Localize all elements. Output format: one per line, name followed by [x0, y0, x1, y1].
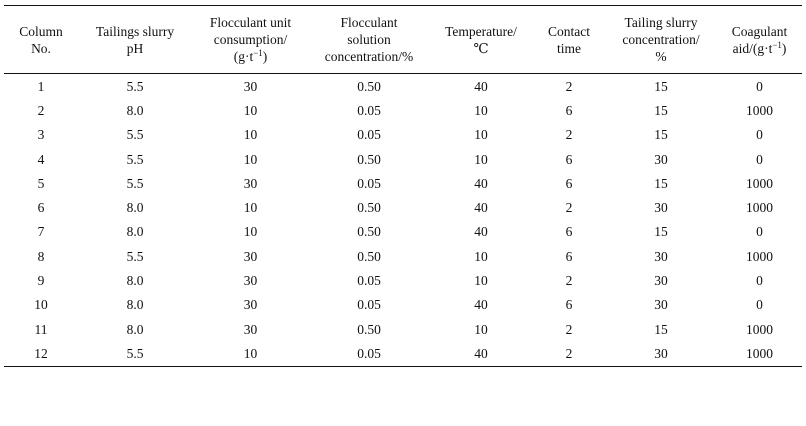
- cell-column-no: 11: [34, 321, 48, 337]
- table-row: [4, 171, 802, 195]
- table-row: [4, 268, 802, 292]
- cell-slurry-ph: 5.5: [126, 151, 144, 167]
- header-flocculant-consumption: [192, 6, 309, 74]
- cell-solution-concentration: 0.05: [309, 341, 429, 366]
- cell-flocculant-consumption: 30: [243, 78, 258, 94]
- cell-contact-time: 6: [565, 175, 573, 191]
- header-column-no: [4, 6, 78, 74]
- cell-column-no: 7: [37, 224, 45, 240]
- header-line: concentration/: [622, 32, 700, 47]
- header-slurry-concentration: [605, 6, 717, 74]
- cell-column-no: 12: [4, 341, 78, 366]
- header-line: ℃: [473, 40, 489, 56]
- cell-temperature: 10: [474, 248, 488, 264]
- cell-column-no: 8: [37, 248, 45, 264]
- table-row: [4, 195, 802, 219]
- cell-solution-concentration: 0.50: [357, 224, 381, 240]
- cell-slurry-concentration: 15: [654, 321, 668, 337]
- cell-contact-time: 6: [565, 297, 573, 313]
- table-row: [4, 341, 802, 366]
- cell-slurry-ph: 8.0: [126, 273, 144, 289]
- cell-column-no: 9: [37, 273, 45, 289]
- cell-coagulant-aid: 0: [756, 78, 763, 94]
- cell-flocculant-consumption: 30: [243, 297, 258, 313]
- cell-temperature: 40: [474, 297, 488, 313]
- cell-slurry-ph: 5.5: [126, 175, 144, 191]
- cell-contact-time: 2: [533, 341, 605, 366]
- header-line: Flocculant unit: [209, 15, 292, 30]
- cell-column-no: 10: [34, 297, 48, 313]
- cell-flocculant-consumption: 30: [243, 248, 258, 264]
- cell-temperature: 40: [474, 200, 488, 216]
- header-slurry-ph: [78, 6, 192, 74]
- experiment-design-table: [4, 5, 802, 367]
- header-contact-time: [533, 6, 605, 74]
- header-line: Contact: [548, 23, 590, 39]
- header-line: Flocculant: [340, 15, 398, 30]
- cell-flocculant-consumption: 10: [243, 224, 258, 240]
- cell-column-no: 5: [37, 175, 45, 191]
- cell-coagulant-aid: 0: [756, 127, 763, 143]
- header-line: %: [655, 49, 667, 64]
- cell-temperature: 40: [474, 78, 488, 94]
- cell-column-no: 1: [37, 78, 45, 94]
- header-line: consumption/: [213, 32, 288, 47]
- unit-exponent: −1: [772, 39, 782, 50]
- header-line: pH: [126, 40, 144, 56]
- header-line: Temperature/: [445, 23, 517, 39]
- cell-solution-concentration: 0.05: [357, 127, 381, 143]
- header-flocculant-solution-concentration: [309, 6, 429, 74]
- unit-text: aid/(g·t: [732, 40, 773, 56]
- header-line: time: [557, 40, 581, 56]
- cell-coagulant-aid: 0: [756, 297, 763, 313]
- cell-temperature: 40: [474, 224, 488, 240]
- header-line: Tailings slurry: [95, 23, 175, 39]
- table-row: [4, 98, 802, 122]
- cell-flocculant-consumption: 10: [192, 341, 309, 366]
- cell-flocculant-consumption: 30: [243, 273, 258, 289]
- cell-slurry-ph: 5.5: [126, 127, 144, 143]
- cell-slurry-concentration: 15: [654, 78, 668, 94]
- header-temperature: [429, 6, 533, 74]
- cell-slurry-concentration: 30: [654, 248, 668, 264]
- cell-slurry-concentration: 30: [654, 200, 668, 216]
- cell-contact-time: 6: [565, 151, 573, 167]
- table-row: [4, 317, 802, 341]
- header-unit: [719, 40, 800, 57]
- header-line: Tailing slurry: [624, 15, 698, 30]
- cell-solution-concentration: 0.50: [357, 248, 381, 264]
- cell-coagulant-aid: 0: [756, 151, 763, 167]
- cell-flocculant-consumption: 10: [243, 102, 258, 118]
- cell-temperature: 40: [429, 341, 533, 366]
- cell-contact-time: 6: [565, 102, 573, 118]
- cell-slurry-concentration: 15: [654, 102, 668, 118]
- header-line: solution: [347, 32, 391, 47]
- header-line: Column: [19, 23, 63, 39]
- cell-slurry-concentration: 30: [654, 151, 668, 167]
- cell-coagulant-aid: 0: [756, 224, 763, 240]
- cell-contact-time: 6: [565, 248, 573, 264]
- unit-text: (g·t: [233, 49, 254, 64]
- table-row: [4, 147, 802, 171]
- cell-temperature: 10: [474, 151, 488, 167]
- cell-flocculant-consumption: 10: [243, 200, 258, 216]
- cell-slurry-concentration: 30: [654, 297, 668, 313]
- cell-flocculant-consumption: 30: [243, 175, 258, 191]
- header-unit: [194, 48, 307, 65]
- unit-text: ): [781, 40, 787, 56]
- cell-flocculant-consumption: 10: [243, 127, 258, 143]
- cell-slurry-ph: 5.5: [126, 248, 144, 264]
- cell-solution-concentration: 0.50: [357, 78, 381, 94]
- cell-solution-concentration: 0.05: [357, 102, 381, 118]
- cell-contact-time: 2: [565, 127, 573, 143]
- cell-temperature: 10: [474, 321, 488, 337]
- cell-slurry-ph: 8.0: [126, 224, 144, 240]
- table-row: [4, 293, 802, 317]
- cell-slurry-ph: 5.5: [126, 78, 144, 94]
- cell-coagulant-aid: 1000: [746, 321, 773, 337]
- cell-coagulant-aid: 1000: [746, 248, 773, 264]
- header-coagulant-aid: [717, 6, 802, 74]
- cell-solution-concentration: 0.50: [357, 321, 381, 337]
- cell-slurry-ph: 5.5: [78, 341, 192, 366]
- cell-slurry-concentration: 15: [654, 224, 668, 240]
- cell-slurry-ph: 8.0: [126, 321, 144, 337]
- table-row: [4, 220, 802, 244]
- cell-solution-concentration: 0.50: [357, 151, 381, 167]
- table-row: [4, 74, 802, 99]
- cell-slurry-ph: 8.0: [126, 200, 144, 216]
- cell-temperature: 10: [474, 273, 488, 289]
- header-line: Coagulant: [731, 23, 788, 39]
- cell-column-no: 3: [37, 127, 45, 143]
- cell-solution-concentration: 0.05: [357, 175, 381, 191]
- cell-solution-concentration: 0.05: [357, 273, 381, 289]
- cell-solution-concentration: 0.50: [357, 200, 381, 216]
- cell-slurry-concentration: 15: [654, 127, 668, 143]
- unit-exponent: −1: [253, 48, 263, 58]
- cell-coagulant-aid: 1000: [746, 175, 773, 191]
- cell-contact-time: 2: [565, 321, 573, 337]
- cell-slurry-ph: 8.0: [126, 297, 144, 313]
- unit-text: ): [262, 49, 268, 64]
- table-body: [4, 74, 802, 367]
- cell-slurry-concentration: 15: [654, 175, 668, 191]
- cell-contact-time: 2: [565, 200, 573, 216]
- cell-coagulant-aid: 1000: [746, 102, 773, 118]
- cell-slurry-concentration: 30: [605, 341, 717, 366]
- cell-column-no: 4: [37, 151, 45, 167]
- cell-contact-time: 2: [565, 273, 573, 289]
- cell-temperature: 40: [474, 175, 488, 191]
- header-line: No.: [31, 40, 51, 56]
- cell-solution-concentration: 0.05: [357, 297, 381, 313]
- cell-temperature: 10: [474, 102, 488, 118]
- cell-temperature: 10: [474, 127, 488, 143]
- cell-slurry-ph: 8.0: [126, 102, 144, 118]
- experiment-table-container: [4, 5, 802, 367]
- cell-contact-time: 2: [565, 78, 573, 94]
- cell-coagulant-aid: 1000: [746, 200, 773, 216]
- cell-column-no: 2: [37, 102, 45, 118]
- table-row: [4, 244, 802, 268]
- cell-flocculant-consumption: 10: [243, 151, 258, 167]
- cell-flocculant-consumption: 30: [243, 321, 258, 337]
- header-row: [4, 6, 802, 74]
- cell-column-no: 6: [37, 200, 45, 216]
- cell-coagulant-aid: 1000: [717, 341, 802, 366]
- cell-coagulant-aid: 0: [756, 273, 763, 289]
- header-line: concentration/%: [324, 49, 414, 64]
- cell-contact-time: 6: [565, 224, 573, 240]
- table-row: [4, 123, 802, 147]
- cell-slurry-concentration: 30: [654, 273, 668, 289]
